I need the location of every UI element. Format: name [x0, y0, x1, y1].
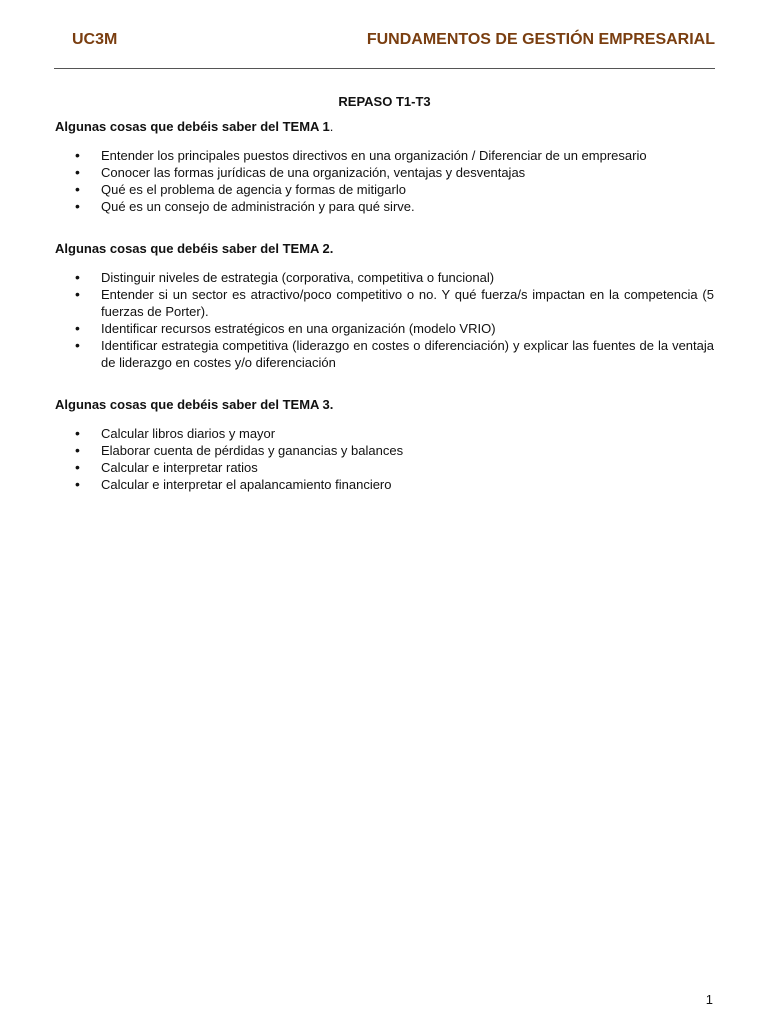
page-number: 1: [705, 992, 713, 1007]
bullet-icon: •: [75, 269, 80, 285]
list-item: [55, 337, 714, 371]
section-heading: [55, 240, 714, 257]
section-heading: [55, 118, 714, 135]
list-item-text: Distinguir niveles de estrategia (corporativa, competitiva o funcional): [101, 270, 495, 285]
bullet-icon: •: [75, 337, 80, 353]
list-item: [55, 459, 714, 476]
bullet-icon: •: [75, 459, 80, 475]
list-item: [55, 147, 714, 164]
bullet-icon: •: [75, 147, 80, 163]
bullet-icon: •: [75, 476, 80, 492]
list-item: [55, 476, 714, 493]
list-item: [55, 181, 714, 198]
header-institution: UC3M: [72, 31, 118, 48]
list-item: [55, 320, 714, 337]
section-heading: [55, 396, 714, 413]
bullet-icon: •: [75, 442, 80, 458]
document-body: [55, 93, 714, 518]
bullet-icon: •: [75, 425, 80, 441]
list-item-text: Entender si un sector es atractivo/poco competitivo o no. Y qué fuerza/s impactan en la competencia (5 fuerzas de Porter).: [101, 287, 714, 319]
section-tema-3: [55, 396, 714, 493]
list-item-text: Calcular e interpretar ratios: [101, 460, 258, 475]
list-item: [55, 269, 714, 286]
list-item-text: Qué es el problema de agencia y formas de mitigarlo: [101, 182, 406, 197]
list-item-text: Identificar recursos estratégicos en una organización (modelo VRIO): [101, 321, 496, 336]
bullet-icon: •: [75, 198, 80, 214]
bullet-icon: •: [75, 164, 80, 180]
list-item: [55, 286, 714, 320]
bullet-list: [55, 147, 714, 215]
list-item-text: Conocer las formas jurídicas de una organización, ventajas y desventajas: [101, 165, 526, 180]
list-item-text: Identificar estrategia competitiva (liderazgo en costes o diferenciación) y explicar las fuentes de la ventaja de liderazgo en costes y/o diferenciación: [101, 338, 714, 370]
section-heading-text: Algunas cosas que debéis saber del TEMA 1: [55, 119, 330, 134]
section-tema-2: [55, 240, 714, 371]
document-title: REPASO T1-T3: [338, 94, 431, 109]
list-item-text: Calcular e interpretar el apalancamiento financiero: [101, 477, 392, 492]
bullet-icon: •: [75, 286, 80, 302]
bullet-icon: •: [75, 181, 80, 197]
header-divider: [54, 68, 715, 69]
section-heading-text: Algunas cosas que debéis saber del TEMA 2.: [55, 241, 334, 256]
list-item: [55, 198, 714, 215]
header-course-title: FUNDAMENTOS DE GESTIÓN EMPRESARIAL: [366, 31, 715, 48]
section-heading-suffix: .: [329, 119, 334, 134]
list-item: [55, 442, 714, 459]
list-item-text: Calcular libros diarios y mayor: [101, 426, 276, 441]
list-item-text: Elaborar cuenta de pérdidas y ganancias y balances: [101, 443, 404, 458]
page-header: [54, 30, 715, 50]
list-item-text: Qué es un consejo de administración y para qué sirve.: [101, 199, 415, 214]
bullet-list: [55, 425, 714, 493]
bullet-list: [55, 269, 714, 371]
bullet-icon: •: [75, 320, 80, 336]
section-tema-1: [55, 118, 714, 215]
list-item-text: Entender los principales puestos directivos en una organización / Diferenciar de un empresario: [101, 148, 647, 163]
list-item: [55, 164, 714, 181]
section-heading-text: Algunas cosas que debéis saber del TEMA 3.: [55, 397, 334, 412]
list-item: [55, 425, 714, 442]
